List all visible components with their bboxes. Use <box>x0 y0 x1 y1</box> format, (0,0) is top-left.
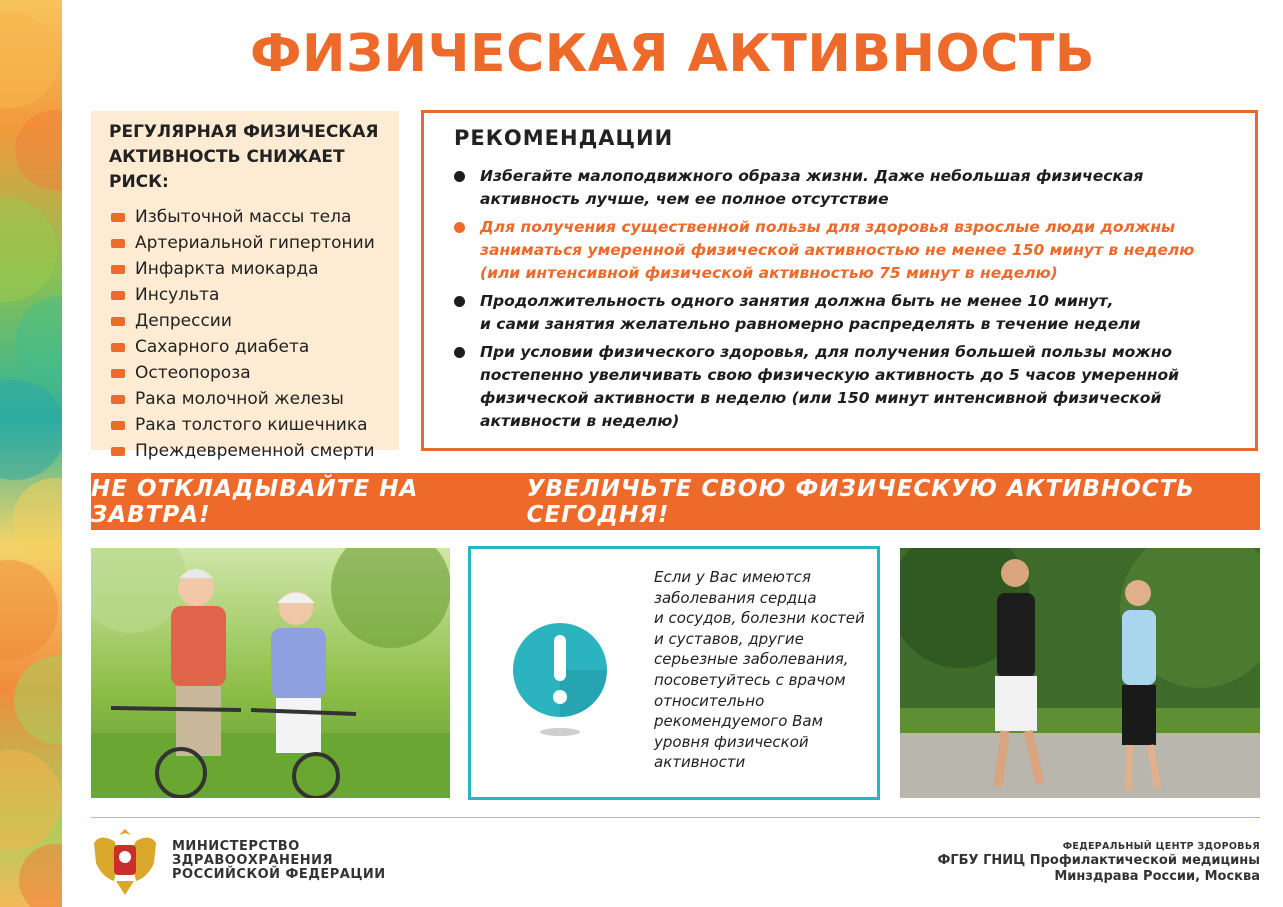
banner-text-right: УВЕЛИЧЬТЕ СВОЮ ФИЗИЧЕСКУЮ АКТИВНОСТЬ СЕГОДНЯ! <box>526 475 1195 528</box>
bullet-icon <box>111 265 125 274</box>
recommendation-item: Продолжительность одного занятия должна быть не менее 10 минут, и сами занятия желательно равномерно распределять в течение недели <box>454 290 1250 336</box>
footer-divider <box>91 817 1260 818</box>
risk-item: Преждевременной смерти <box>109 438 399 464</box>
joggers-photo <box>900 548 1260 798</box>
risk-item: Депрессии <box>109 308 399 334</box>
bullet-icon <box>111 421 125 430</box>
risk-reduction-panel <box>91 111 399 461</box>
bullet-icon <box>111 213 125 222</box>
risk-item: Остеопороза <box>109 360 399 386</box>
bullet-icon <box>111 343 125 352</box>
decorative-side-strip <box>0 0 62 907</box>
recommendations-heading: РЕКОМЕНДАЦИИ <box>454 126 674 150</box>
bullet-icon <box>111 395 125 404</box>
risk-heading: РЕГУЛЯРНАЯ ФИЗИЧЕСКАЯ АКТИВНОСТЬ СНИЖАЕТ РИСК: <box>109 122 379 192</box>
recommendations-panel <box>421 110 1258 451</box>
risk-item: Рака толстого кишечника <box>109 412 399 438</box>
risk-item: Инсульта <box>109 282 399 308</box>
recommendation-item: При условии физического здоровья, для получения большей пользы можно постепенно увеличивать свою физическую активность до 5 часов умеренной физической активности в неделю (или 150 минут интенсивной физической активности в неделю) <box>454 341 1250 433</box>
bullet-icon <box>454 171 465 182</box>
bullet-icon <box>454 296 465 307</box>
medical-warning-panel <box>468 546 880 800</box>
bullet-icon <box>454 347 465 358</box>
exclamation-icon <box>511 621 609 741</box>
health-center-credit: ФЕДЕРАЛЬНЫЙ ЦЕНТР ЗДОРОВЬЯ ФГБУ ГНИЦ Профилактической медицины Минздрава России, Москва <box>937 841 1260 884</box>
risk-item: Избыточной массы тела <box>109 204 399 230</box>
warning-text: Если у Вас имеются заболевания сердца и сосудов, болезни костей и суставов, другие серьезные заболевания, посоветуйтесь с врачом относительно рекомендуемого Вам уровня физической активности <box>654 568 865 772</box>
risk-item: Инфаркта миокарда <box>109 256 399 282</box>
recommendations-list <box>454 165 1255 433</box>
risk-list <box>109 204 399 464</box>
risk-item: Рака молочной железы <box>109 386 399 412</box>
coat-of-arms-emblem <box>90 823 160 899</box>
recommendation-item-highlighted: Для получения существенной пользы для здоровья взрослые люди должны заниматься умеренной физической активностью не менее 150 минут в неделю (или интенсивной физической активностью 75 минут в неделю) <box>454 216 1250 285</box>
bullet-icon <box>111 447 125 456</box>
banner-text-left: НЕ ОТКЛАДЫВАЙТЕ НА ЗАВТРА! <box>91 475 419 528</box>
page-title: ФИЗИЧЕСКАЯ АКТИВНОСТЬ <box>249 24 1095 84</box>
bullet-icon <box>111 239 125 248</box>
risk-item: Сахарного диабета <box>109 334 399 360</box>
call-to-action-banner <box>91 473 1260 530</box>
bullet-icon <box>111 369 125 378</box>
recommendation-item: Избегайте малоподвижного образа жизни. Даже небольшая физическая активность лучше, чем ее полное отсутствие <box>454 165 1250 211</box>
risk-item: Артериальной гипертонии <box>109 230 399 256</box>
ministry-name: МИНИСТЕРСТВО ЗДРАВООХРАНЕНИЯ РОССИЙСКОЙ ФЕДЕРАЦИИ <box>172 839 386 882</box>
bullet-icon <box>454 222 465 233</box>
bullet-icon <box>111 291 125 300</box>
bullet-icon <box>111 317 125 326</box>
seniors-cycling-photo <box>91 548 450 798</box>
